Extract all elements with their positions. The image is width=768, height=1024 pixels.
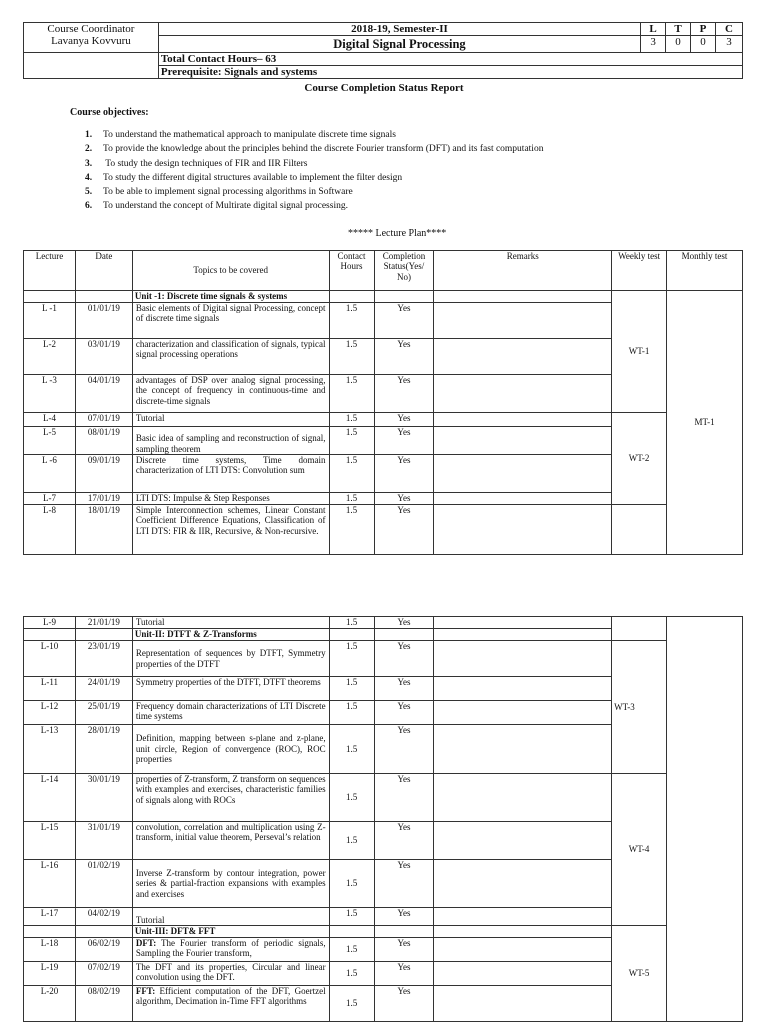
lecture-remarks: [434, 427, 612, 455]
lecture-hours: 1.5: [329, 725, 374, 774]
lecture-status: Yes: [374, 375, 434, 413]
unit-1-heading: Unit -1: Discrete time signals & systems: [132, 291, 329, 303]
table-row: [24, 505, 743, 555]
unit-2-heading: Unit-II: DTFT & Z-Transforms: [132, 629, 329, 641]
lecture-date: 23/01/19: [75, 641, 132, 677]
lecture-id: L-8: [24, 505, 76, 555]
lecture-remarks: [434, 505, 612, 555]
monthly-test-empty: [667, 617, 743, 1022]
lecture-hours: 1.5: [329, 908, 374, 926]
lecture-remarks: [434, 701, 612, 725]
lecture-hours: 1.5: [329, 962, 374, 986]
lecture-date: 04/02/19: [75, 908, 132, 926]
lecture-date: 25/01/19: [75, 701, 132, 725]
objective-item: [85, 157, 543, 171]
topic-bold-label: FFT:: [135, 986, 156, 996]
lecture-remarks: [434, 413, 612, 427]
lecture-hours: 1.5: [329, 938, 374, 962]
lecture-id: L -6: [24, 455, 76, 493]
lecture-topic: [132, 986, 329, 1022]
objective-text: To be able to implement signal processing algorithms in Software: [103, 187, 353, 198]
topic-bold-label: DFT:: [135, 938, 157, 948]
lecture-date: 08/01/19: [75, 427, 132, 455]
lecture-id: L-5: [24, 427, 76, 455]
table-row: [24, 617, 743, 629]
lecture-date: 01/02/19: [75, 860, 132, 908]
weekly-test-wt1: WT-1: [612, 291, 667, 413]
topic-text: The Fourier transform of periodic signals, Sampling the Fourier transform,: [135, 938, 326, 959]
lecture-id: L-16: [24, 860, 76, 908]
lecture-status: Yes: [374, 938, 434, 962]
year-semester: 2018-19, Semester-II: [158, 23, 640, 36]
lecture-hours: 1.5: [329, 822, 374, 860]
lecture-date: 31/01/19: [75, 822, 132, 860]
lecture-hours: 1.5: [329, 677, 374, 701]
lecture-date: 09/01/19: [75, 455, 132, 493]
ltpc-label-p: P: [691, 23, 716, 36]
lecture-status: Yes: [374, 493, 434, 505]
ltpc-label-c: C: [716, 23, 743, 36]
coordinator-name: Lavanya Kovvuru: [51, 35, 131, 47]
lecture-hours: 1.5: [329, 701, 374, 725]
lecture-id: L-13: [24, 725, 76, 774]
lecture-id: L-2: [24, 339, 76, 375]
lecture-remarks: [434, 617, 612, 629]
course-name: Digital Signal Processing: [158, 36, 640, 53]
lecture-topic: Definition, mapping between s-plane and z-plane, unit circle, Region of convergence (ROC), ROC properties: [132, 725, 329, 774]
objective-text: To understand the concept of Multirate digital signal processing.: [103, 201, 348, 212]
lecture-remarks: [434, 938, 612, 962]
lecture-remarks: [434, 774, 612, 822]
lecture-hours: 1.5: [329, 986, 374, 1022]
unit-3-heading: Unit-III: DFT& FFT: [132, 926, 329, 938]
lecture-remarks: [434, 860, 612, 908]
lecture-status: Yes: [374, 427, 434, 455]
weekly-test-wt2: WT-2: [612, 413, 667, 505]
col-header-remarks: Remarks: [434, 251, 612, 291]
weekly-test-wt5: WT-5: [612, 926, 667, 1022]
lecture-status: Yes: [374, 860, 434, 908]
lecture-id: L-4: [24, 413, 76, 427]
lecture-status: Yes: [374, 413, 434, 427]
weekly-test-empty: [612, 505, 667, 555]
objective-number: 2.: [85, 144, 93, 155]
lecture-topic: The DFT and its properties, Circular and linear convolution using the DFT.: [132, 962, 329, 986]
lecture-status: Yes: [374, 677, 434, 701]
col-header-status: Completion Status(Yes/ No): [374, 251, 434, 291]
objective-number: 5.: [85, 187, 93, 198]
lecture-date: 21/01/19: [75, 617, 132, 629]
objective-number: 3.: [85, 158, 93, 169]
lecture-hours: 1.5: [329, 860, 374, 908]
lecture-plan-table-1: [23, 250, 743, 555]
lecture-id: L-14: [24, 774, 76, 822]
lecture-topic: properties of Z-transform, Z transform on sequences with examples and exercises, characteristic families of signals along with ROCs: [132, 774, 329, 822]
lecture-id: L-15: [24, 822, 76, 860]
weekly-test-wt4: WT-4: [612, 774, 667, 926]
monthly-test-mt1: MT-1: [667, 291, 743, 555]
ltpc-value-c: 3: [716, 36, 743, 53]
col-header-date: Date: [75, 251, 132, 291]
col-header-lecture: Lecture: [24, 251, 76, 291]
lecture-hours: 1.5: [329, 505, 374, 555]
total-contact-hours: Total Contact Hours– 63: [158, 53, 742, 66]
objective-text: To understand the mathematical approach to manipulate discrete time signals: [103, 130, 396, 140]
lecture-remarks: [434, 677, 612, 701]
objective-number: 4.: [85, 172, 93, 183]
ltpc-value-l: 3: [641, 36, 666, 53]
lecture-status: Yes: [374, 617, 434, 629]
lecture-hours: 1.5: [329, 427, 374, 455]
lecture-hours: 1.5: [329, 339, 374, 375]
lecture-topic: LTI DTS: Impulse & Step Responses: [132, 493, 329, 505]
objectives-heading: Course objectives:: [70, 107, 149, 118]
coordinator-label: Course Coordinator: [47, 23, 135, 35]
lecture-status: Yes: [374, 303, 434, 339]
ltpc-value-p: 0: [691, 36, 716, 53]
table-row: [24, 413, 743, 427]
table-row: [24, 641, 743, 677]
lecture-topic: Inverse Z-transform by contour integration, power series & partial-fraction expansions with examples and exercises: [132, 860, 329, 908]
lecture-topic: convolution, correlation and multiplication using Z-transform, initial value theorem, Perseval’s relation: [132, 822, 329, 860]
objective-item: [85, 171, 543, 185]
objective-number: 6.: [85, 201, 93, 212]
lecture-plan-table-2: [23, 616, 743, 1022]
col-header-topics: Topics to be covered: [132, 251, 329, 291]
objective-text: To provide the knowledge about the principles behind the discrete Fourier transform (DFT) and its fast computation: [103, 144, 544, 155]
lecture-id: L -3: [24, 375, 76, 413]
lecture-id: L-7: [24, 493, 76, 505]
col-header-hours: Contact Hours: [329, 251, 374, 291]
lecture-date: 06/02/19: [75, 938, 132, 962]
lecture-status: Yes: [374, 962, 434, 986]
lecture-date: 04/01/19: [75, 375, 132, 413]
lecture-id: L-18: [24, 938, 76, 962]
lecture-topic: characterization and classification of signals, typical signal processing operations: [132, 339, 329, 375]
col-header-weekly: Weekly test: [612, 251, 667, 291]
lecture-id: L-12: [24, 701, 76, 725]
lecture-hours: 1.5: [329, 413, 374, 427]
lecture-topic: Discrete time systems, Time domain characterization of LTI DTS: Convolution sum: [132, 455, 329, 493]
lecture-id: L-9: [24, 617, 76, 629]
lecture-remarks: [434, 641, 612, 677]
lecture-hours: 1.5: [329, 303, 374, 339]
lecture-remarks: [434, 822, 612, 860]
lecture-id: L-10: [24, 641, 76, 677]
col-header-monthly: Monthly test: [667, 251, 743, 291]
report-title: Course Completion Status Report: [304, 82, 464, 94]
ltpc-label-l: L: [641, 23, 666, 36]
lecture-status: Yes: [374, 505, 434, 555]
lecture-topic: Simple Interconnection schemes, Linear Constant Coefficient Difference Equations, Classification of LTI DTS: FIR & IIR, Recursive, & Non-recursive.: [132, 505, 329, 555]
lecture-id: L -1: [24, 303, 76, 339]
lecture-topic: [132, 938, 329, 962]
lecture-status: Yes: [374, 908, 434, 926]
lecture-topic: Basic elements of Digital signal Processing, concept of discrete time signals: [132, 303, 329, 339]
lecture-remarks: [434, 493, 612, 505]
objective-item: [85, 185, 543, 199]
lecture-remarks: [434, 908, 612, 926]
lecture-status: Yes: [374, 641, 434, 677]
lecture-status: Yes: [374, 701, 434, 725]
lecture-date: 08/02/19: [75, 986, 132, 1022]
lecture-plan-heading: ***** Lecture Plan****: [348, 228, 447, 239]
lecture-remarks: [434, 986, 612, 1022]
weekly-test-wt3: WT-3: [612, 641, 667, 774]
lecture-status: Yes: [374, 339, 434, 375]
ltpc-value-t: 0: [666, 36, 691, 53]
lecture-hours: 1.5: [329, 774, 374, 822]
objectives-list: [85, 128, 543, 214]
lecture-hours: 1.5: [329, 617, 374, 629]
lecture-topic: Tutorial: [132, 617, 329, 629]
lecture-remarks: [434, 962, 612, 986]
objective-item: [85, 128, 543, 142]
lecture-remarks: [434, 725, 612, 774]
lecture-topic: advantages of DSP over analog signal processing, the concept of frequency in continuous-time and discrete-time signals: [132, 375, 329, 413]
objective-item: [85, 142, 543, 156]
lecture-topic: Representation of sequences by DTFT, Symmetry properties of the DTFT: [132, 641, 329, 677]
lecture-status: Yes: [374, 774, 434, 822]
lecture-topic: Frequency domain characterizations of LTI Discrete time systems: [132, 701, 329, 725]
table-row: [24, 774, 743, 822]
lecture-status: Yes: [374, 455, 434, 493]
course-header-table: [23, 22, 743, 79]
lecture-topic: Symmetry properties of the DTFT, DTFT theorems: [132, 677, 329, 701]
objective-text: To study the different digital structures available to implement the filter design: [103, 172, 403, 183]
course-coordinator: [24, 23, 159, 53]
lecture-id: L-20: [24, 986, 76, 1022]
lecture-hours: 1.5: [329, 493, 374, 505]
lecture-date: 30/01/19: [75, 774, 132, 822]
lecture-remarks: [434, 303, 612, 339]
lecture-id: L-17: [24, 908, 76, 926]
lecture-date: 03/01/19: [75, 339, 132, 375]
lecture-date: 07/01/19: [75, 413, 132, 427]
lecture-status: Yes: [374, 986, 434, 1022]
lecture-hours: 1.5: [329, 641, 374, 677]
lecture-hours: 1.5: [329, 455, 374, 493]
lecture-date: 28/01/19: [75, 725, 132, 774]
lecture-date: 07/02/19: [75, 962, 132, 986]
lecture-hours: 1.5: [329, 375, 374, 413]
lecture-remarks: [434, 375, 612, 413]
lecture-id: L-19: [24, 962, 76, 986]
lecture-topic: Tutorial: [132, 908, 329, 926]
lecture-status: Yes: [374, 725, 434, 774]
topic-text: Efficient computation of the DFT, Goertzel algorithm, Decimation in-Time FFT algorithms: [135, 986, 326, 1007]
lecture-remarks: [434, 455, 612, 493]
objective-number: 1.: [85, 130, 93, 140]
lecture-topic: Basic idea of sampling and reconstruction of signal, sampling theorem: [132, 427, 329, 455]
lecture-date: 17/01/19: [75, 493, 132, 505]
lecture-status: Yes: [374, 822, 434, 860]
ltpc-label-t: T: [666, 23, 691, 36]
weekly-test-empty: [612, 617, 667, 641]
objective-item: [85, 199, 543, 213]
lecture-id: L-11: [24, 677, 76, 701]
lecture-topic: Tutorial: [132, 413, 329, 427]
prerequisite: Prerequisite: Signals and systems: [158, 66, 742, 79]
lecture-remarks: [434, 339, 612, 375]
objective-text: To study the design techniques of FIR and IIR Filters: [103, 158, 308, 169]
lecture-date: 18/01/19: [75, 505, 132, 555]
lecture-date: 24/01/19: [75, 677, 132, 701]
lecture-date: 01/01/19: [75, 303, 132, 339]
